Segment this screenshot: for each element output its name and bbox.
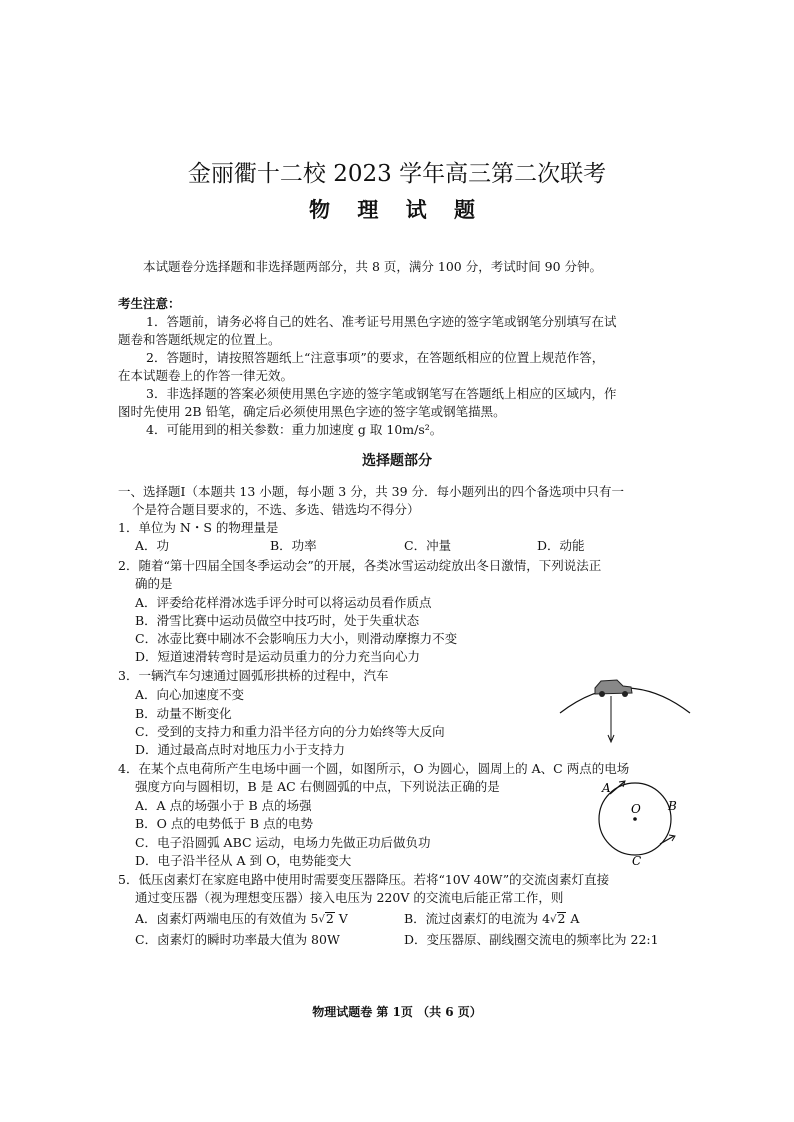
arch-bridge-car-figure — [555, 668, 695, 746]
car-icon — [595, 680, 632, 697]
point-o-label: O — [631, 802, 641, 816]
question-2-stem: 2．随着“第十四届全国冬季运动会”的开展，各类冰雪运动绽放出冬日激情，下列说法正 — [118, 558, 602, 573]
question-1-option-a: A．功 — [135, 538, 170, 553]
question-3-option-a: A．向心加速度不变 — [135, 687, 245, 702]
exam-subtitle: 物 理 试 题 — [309, 197, 485, 222]
question-5-option-c: C．卤素灯的瞬时功率最大值为 80W — [135, 932, 340, 947]
point-c-label: C — [632, 854, 642, 867]
question-2-option-a: A．评委给花样滑冰选手评分时可以将运动员看作质点 — [135, 595, 432, 610]
question-4-option-c: C．电子沿圆弧 ABC 运动，电场力先做正功后做负功 — [135, 835, 431, 850]
point-b-label: B — [668, 799, 677, 813]
intro-text: 本试题卷分选择题和非选择题两部分，共 8 页，满分 100 分，考试时间 90 分钟。 — [143, 259, 603, 274]
notice-line: 图时先使用 2B 铅笔，确定后必须使用黑色字迹的签字笔或钢笔描黑。 — [118, 404, 506, 419]
question-1-option-c: C．冲量 — [404, 538, 452, 553]
question-4-option-d: D．电子沿半径从 A 到 O，电势能变大 — [135, 853, 352, 868]
tangent-arrow-c — [660, 836, 674, 844]
point-a-label: A — [602, 781, 611, 795]
question-2-option-b: B．滑雪比赛中运动员做空中技巧时，处于失重状态 — [135, 613, 420, 628]
question-2-stem: 确的是 — [135, 576, 173, 591]
notice-line: 在本试题卷上的作答一律无效。 — [118, 368, 294, 383]
circle-field-figure — [590, 775, 690, 867]
page-footer: 物理试题卷 第 1页 （共 6 页） — [312, 1005, 482, 1019]
question-5-stem: 通过变压器（视为理想变压器）接入电压为 220V 的交流电后能正常工作，则 — [135, 890, 564, 905]
notice-line: 2．答题时，请按照答题纸上“注意事项”的要求，在答题纸相应的位置上规范作答， — [146, 350, 605, 365]
question-5-option-a: A．卤素灯两端电压的有效值为 5√2 V — [135, 911, 348, 926]
question-1-option-b: B．功率 — [270, 538, 317, 553]
notice-line: 题卷和答题纸规定的位置上。 — [118, 332, 281, 347]
notice-line: 3．非选择题的答案必须使用黑色字迹的签字笔或钢笔写在答题纸上相应的区域内，作 — [146, 386, 617, 401]
question-3-stem: 3．一辆汽车匀速通过圆弧形拱桥的过程中，汽车 — [118, 668, 389, 683]
question-1-option-d: D．动能 — [537, 538, 585, 553]
notice-line: 4．可能用到的相关参数：重力加速度 g 取 10m/s²。 — [146, 422, 443, 437]
exam-title: 金丽衢十二校 2023 学年高三第二次联考 — [187, 161, 607, 187]
question-2-option-d: D．短道速滑转弯时是运动员重力的分力充当向心力 — [135, 649, 421, 664]
question-4-stem: 4．在某个点电荷所产生电场中画一个圆，如图所示，O 为圆心，圆周上的 A、C 两点的电场 — [118, 761, 630, 776]
notice-heading: 考生注意： — [118, 296, 181, 311]
center-point — [633, 817, 637, 821]
tangent-arrow-a — [610, 782, 624, 794]
question-3-option-b: B．动量不断变化 — [135, 706, 232, 721]
part-instructions: 一、选择题Ⅰ（本题共 13 小题，每小题 3 分，共 39 分．每小题列出的四个备选项中只有一 — [118, 484, 625, 499]
question-3-option-d: D．通过最高点时对地压力小于支持力 — [135, 742, 346, 757]
question-1-stem: 1．单位为 N・S 的物理量是 — [118, 520, 279, 535]
question-5-stem: 5．低压卤素灯在家庭电路中使用时需要变压器降压。若将“10V 40W”的交流卤素灯直接 — [118, 872, 610, 887]
question-2-option-c: C．冰壶比赛中刷冰不会影响压力大小，则滑动摩擦力不变 — [135, 631, 458, 646]
question-5-option-b: B．流过卤素灯的电流为 4√2 A — [404, 911, 580, 926]
part-instructions: 个是符合题目要求的，不选、多选、错选均不得分） — [132, 502, 420, 517]
notice-line: 1．答题前，请务必将自己的姓名、准考证号用黑色字迹的签字笔或钢笔分别填写在试 — [146, 314, 617, 329]
question-4-option-a: A．A 点的场强小于 B 点的场强 — [135, 798, 312, 813]
question-4-option-b: B．O 点的电势低于 B 点的电势 — [135, 816, 314, 831]
question-3-option-c: C．受到的支持力和重力沿半径方向的分力始终等大反向 — [135, 724, 445, 739]
section-title: 选择题部分 — [362, 453, 432, 469]
question-5-option-d: D．变压器原、副线圈交流电的频率比为 22:1 — [404, 932, 659, 947]
question-4-stem: 强度方向与圆相切，B 是 AC 右侧圆弧的中点，下列说法正确的是 — [135, 779, 500, 794]
